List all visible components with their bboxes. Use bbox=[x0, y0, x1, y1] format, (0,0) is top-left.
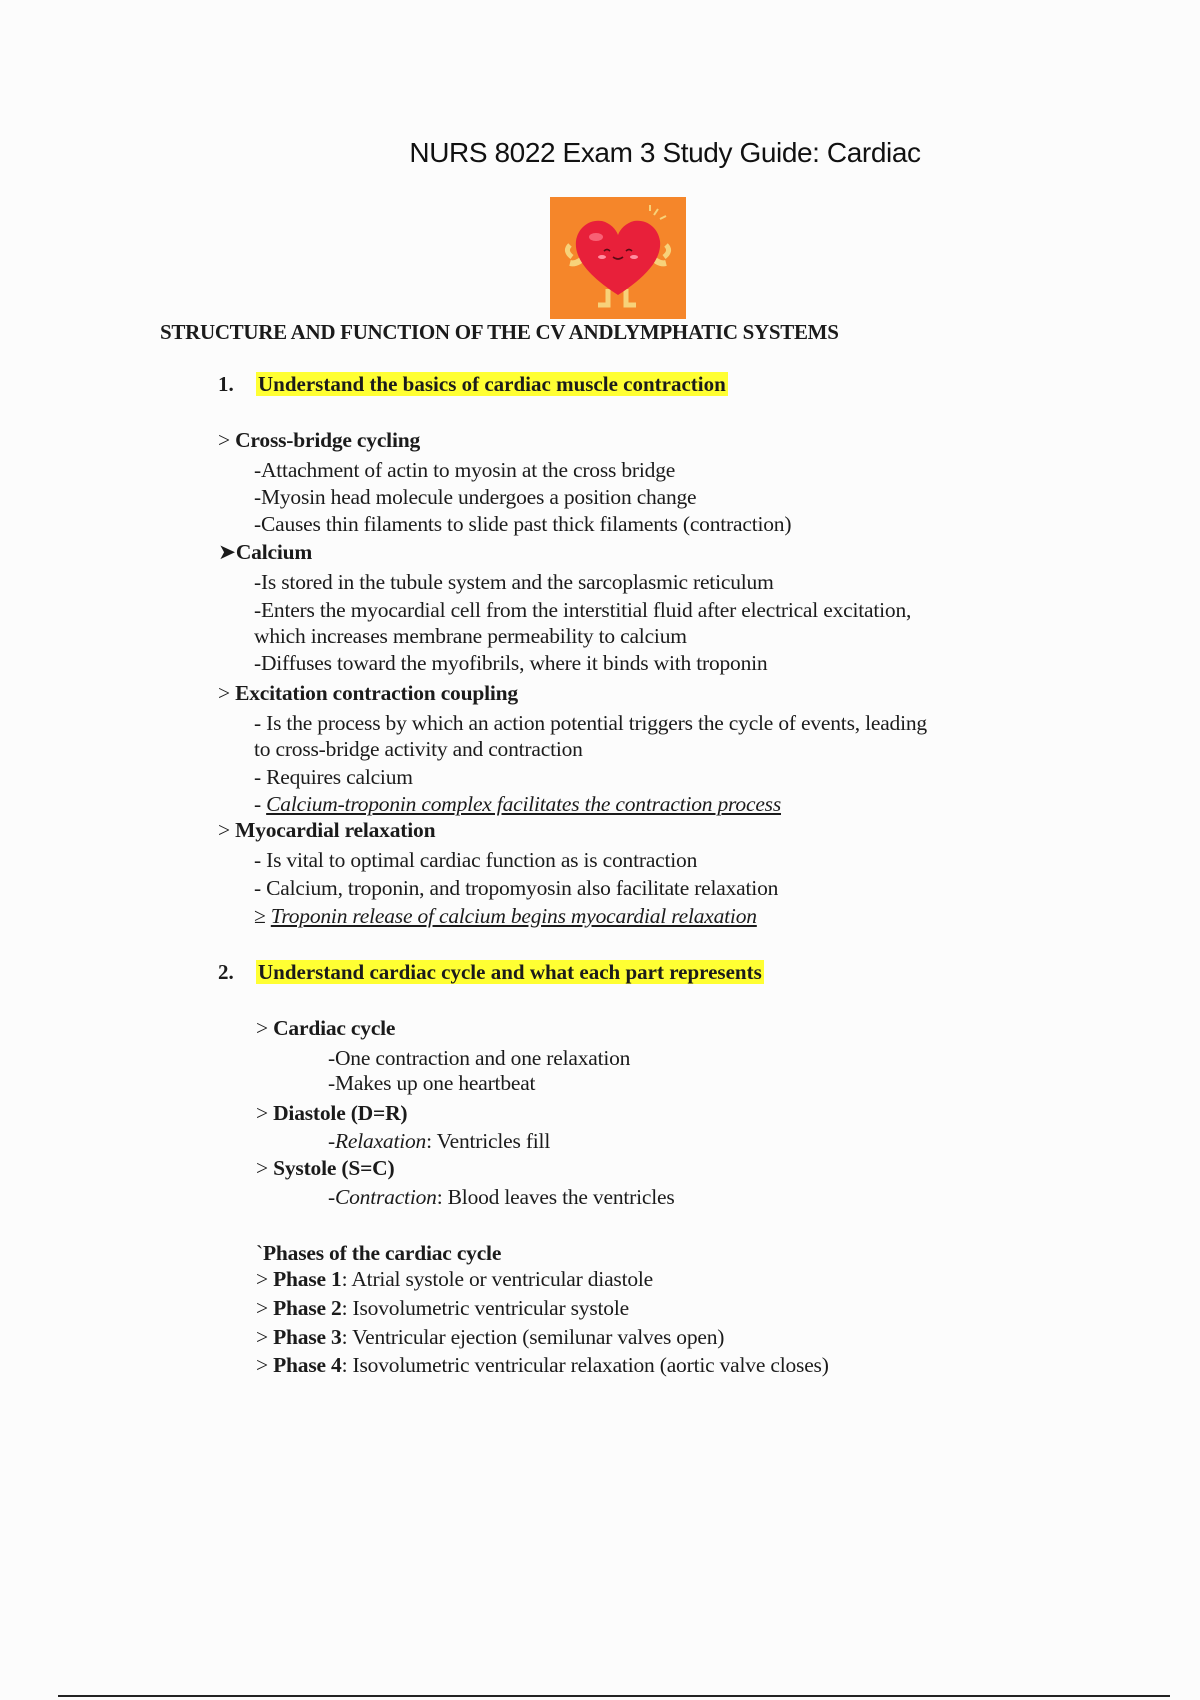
phase-line bbox=[256, 1296, 629, 1321]
bullet-marker: > bbox=[256, 1353, 274, 1377]
phase-description: : Isovolumetric ventricular relaxation (aortic valve closes) bbox=[341, 1353, 829, 1377]
question-1-heading bbox=[218, 372, 728, 397]
text-line: -Attachment of actin to myosin at the cross bridge bbox=[254, 458, 676, 482]
bullet-heading bbox=[218, 681, 518, 706]
text-line: -Enters the myocardial cell from the interstitial fluid after electrical excitation, bbox=[254, 598, 912, 622]
text-line: - Is vital to optimal cardiac function as is contraction bbox=[254, 848, 698, 872]
line-prefix: - bbox=[328, 1185, 335, 1209]
phase-label: Phase 3 bbox=[273, 1325, 342, 1349]
line-prefix: - bbox=[254, 792, 267, 816]
bullet-marker: > bbox=[256, 1325, 274, 1349]
text-line bbox=[254, 904, 757, 929]
text-line: -Causes thin filaments to slide past thick filaments (contraction) bbox=[254, 512, 792, 536]
italic-term: Contraction bbox=[334, 1185, 437, 1209]
text-line: - Calcium, troponin, and tropomyosin also facilitate relaxation bbox=[254, 876, 779, 900]
text-line bbox=[254, 792, 781, 817]
bullet-label: Cross-bridge cycling bbox=[235, 428, 421, 452]
text-line bbox=[328, 1129, 550, 1154]
underlined-text: Troponin release of calcium begins myocardial relaxation bbox=[270, 904, 757, 928]
text-line: which increases membrane permeability to calcium bbox=[254, 624, 687, 648]
question-number: 1. bbox=[218, 372, 234, 396]
phase-line bbox=[256, 1325, 724, 1350]
line-rest: : Ventricles fill bbox=[426, 1129, 551, 1153]
bullet-label: Myocardial relaxation bbox=[235, 818, 436, 842]
phase-line bbox=[256, 1267, 653, 1292]
bullet-marker: > bbox=[218, 818, 236, 842]
line-rest: : Blood leaves the ventricles bbox=[436, 1185, 675, 1209]
italic-term: Relaxation bbox=[334, 1129, 427, 1153]
bullet-heading bbox=[218, 428, 420, 453]
bullet-label: Excitation contraction coupling bbox=[235, 681, 518, 705]
text-line: -Diffuses toward the myofibrils, where it binds with troponin bbox=[254, 651, 768, 675]
phase-description: : Isovolumetric ventricular systole bbox=[341, 1296, 629, 1320]
bullet-marker: > bbox=[218, 428, 236, 452]
phase-label: Phase 2 bbox=[273, 1296, 342, 1320]
bullet-heading bbox=[218, 540, 312, 565]
line-prefix: ≥ bbox=[254, 904, 271, 928]
text-line: -One contraction and one relaxation bbox=[328, 1046, 631, 1070]
phase-line bbox=[256, 1353, 829, 1378]
bullet-heading bbox=[256, 1241, 501, 1266]
phase-description: : Ventricular ejection (semilunar valves open) bbox=[341, 1325, 725, 1349]
bullet-marker: > bbox=[256, 1296, 274, 1320]
highlighted-question: Understand the basics of cardiac muscle contraction bbox=[258, 372, 726, 396]
bullet-marker: > bbox=[256, 1156, 274, 1180]
text-line: -Is stored in the tubule system and the sarcoplasmic reticulum bbox=[254, 570, 774, 594]
text-line: to cross-bridge activity and contraction bbox=[254, 737, 583, 761]
bullet-heading bbox=[256, 1156, 394, 1181]
phase-description: : Atrial systole or ventricular diastole bbox=[341, 1267, 654, 1291]
heart-mascot-image bbox=[550, 197, 686, 319]
bullet-heading bbox=[256, 1016, 395, 1041]
question-2-heading bbox=[218, 960, 764, 985]
bullet-marker: > bbox=[218, 681, 236, 705]
underlined-text: Calcium-troponin complex facilitates the contraction process bbox=[266, 792, 781, 816]
heart-icon bbox=[550, 197, 686, 319]
bullet-label: Calcium bbox=[235, 540, 313, 564]
bullet-marker: > bbox=[256, 1267, 274, 1291]
bullet-heading bbox=[218, 818, 435, 843]
text-line: -Myosin head molecule undergoes a position change bbox=[254, 485, 697, 509]
bullet-marker: > bbox=[256, 1016, 274, 1040]
phase-label: Phase 4 bbox=[273, 1353, 342, 1377]
page-title: NURS 8022 Exam 3 Study Guide: Cardiac bbox=[409, 137, 921, 168]
bullet-label: Systole (S=C) bbox=[273, 1156, 395, 1180]
text-line: - Is the process by which an action potential triggers the cycle of events, leading bbox=[254, 711, 927, 735]
question-number: 2. bbox=[218, 960, 234, 984]
bullet-label: Phases of the cardiac cycle bbox=[262, 1241, 502, 1265]
text-line bbox=[328, 1185, 675, 1210]
text-line: - Requires calcium bbox=[254, 765, 413, 789]
line-prefix: - bbox=[328, 1129, 335, 1153]
bullet-marker: ➤ bbox=[218, 540, 236, 564]
bullet-label: Cardiac cycle bbox=[273, 1016, 396, 1040]
bullet-heading bbox=[256, 1101, 407, 1126]
highlighted-question: Understand cardiac cycle and what each part represents bbox=[258, 960, 762, 984]
bullet-marker: ` bbox=[256, 1241, 263, 1265]
bullet-label: Diastole (D=R) bbox=[273, 1101, 408, 1125]
bullet-marker: > bbox=[256, 1101, 274, 1125]
bottom-divider bbox=[58, 1695, 1170, 1697]
text-line: -Makes up one heartbeat bbox=[328, 1071, 536, 1095]
phase-label: Phase 1 bbox=[273, 1267, 342, 1291]
section-heading: STRUCTURE AND FUNCTION OF THE CV ANDLYMPHATIC SYSTEMS bbox=[160, 320, 839, 344]
